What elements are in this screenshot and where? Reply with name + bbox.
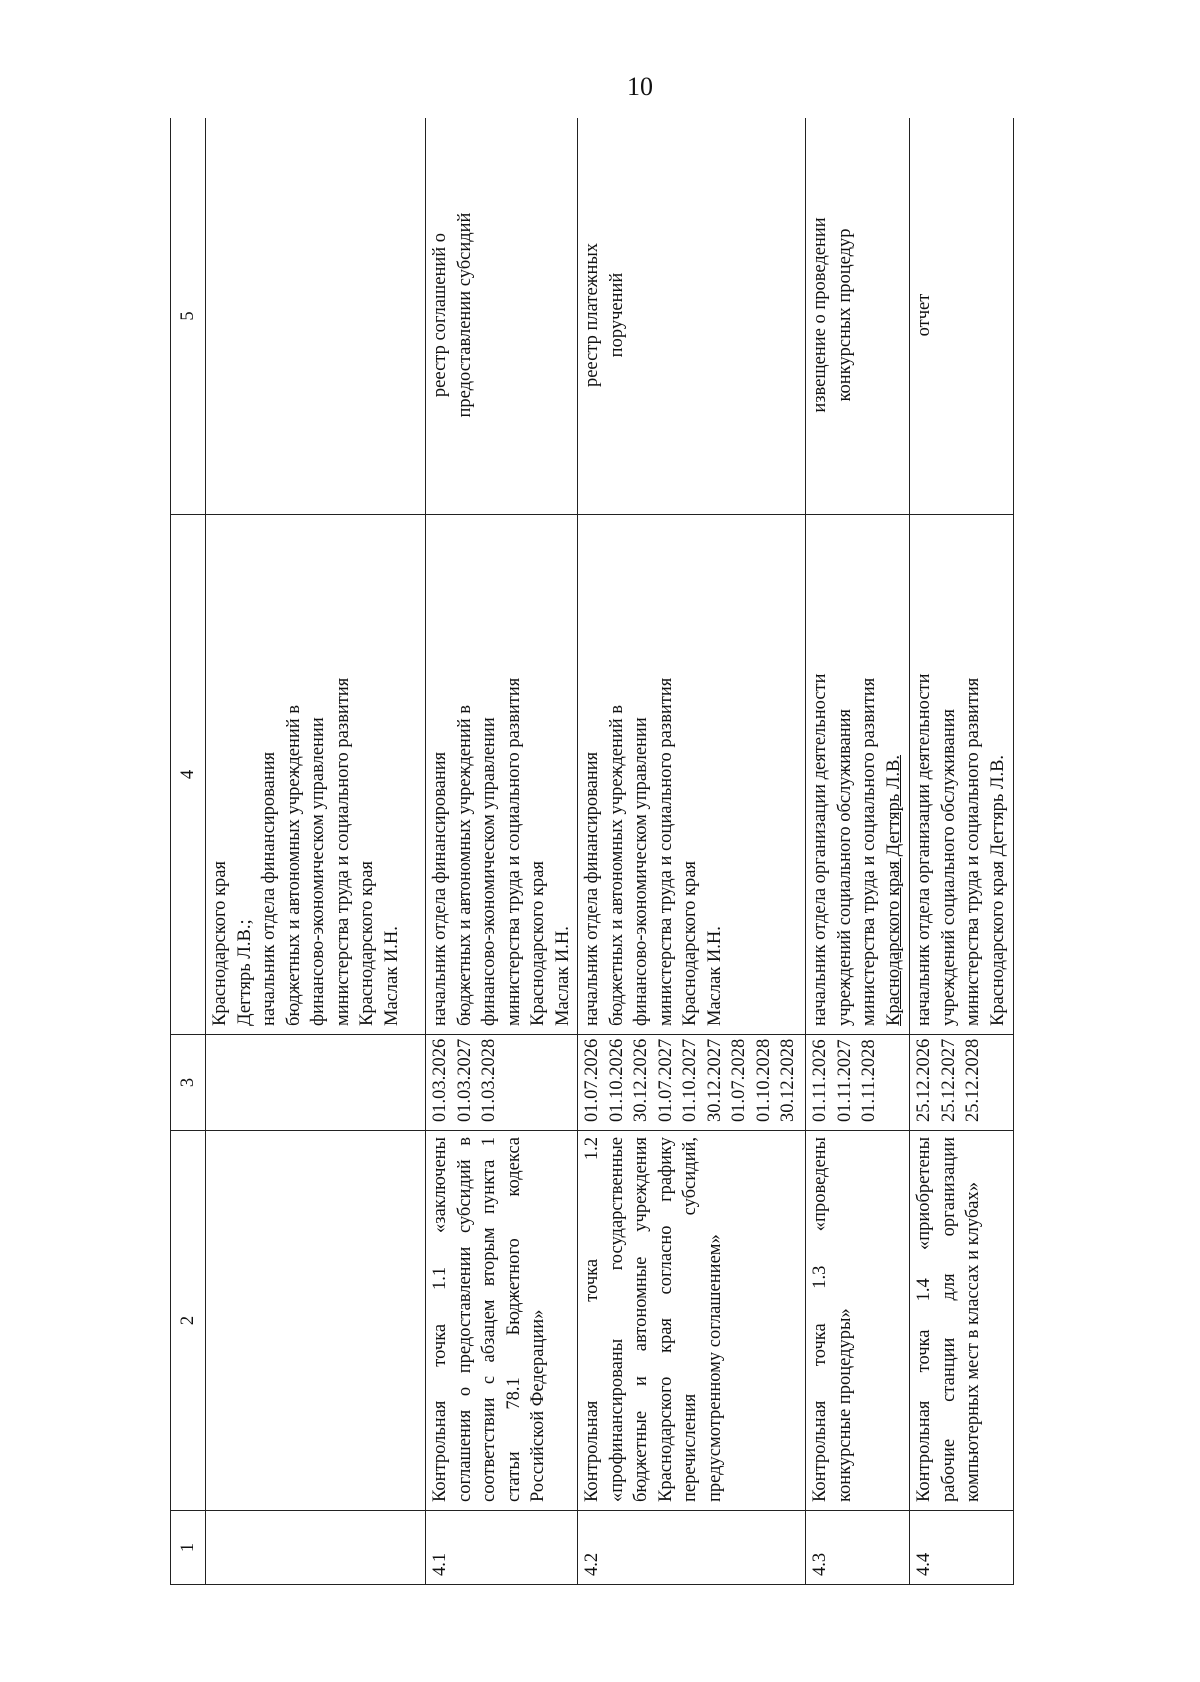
row-responsible-line: Маслак И.Н. xyxy=(552,926,573,1026)
row-responsible-line: Краснодарского края Дегтярь Л.В. xyxy=(883,754,904,1026)
row-dates-line: 01.10.2027 xyxy=(680,1038,700,1122)
page-number: 10 xyxy=(627,72,653,101)
row-description-line: соответствии с абзацем вторым пункта 1 xyxy=(479,1137,499,1502)
row-dates xyxy=(910,1035,1014,1131)
row-document-line: предоставлении субсидий xyxy=(454,212,475,418)
row-description-line: конкурсные процедуры» xyxy=(834,1308,855,1502)
row-dates-line: 25.12.2028 xyxy=(963,1038,983,1122)
row-dates-line: 01.07.2028 xyxy=(729,1038,749,1122)
row-responsible-line: Краснодарского края xyxy=(680,861,700,1026)
row-responsible-line: начальник отдела организации деятельности xyxy=(810,673,830,1026)
row-document-line: реестр платежных xyxy=(582,242,602,388)
row-responsible xyxy=(578,515,806,1035)
landscape-table-wrapper xyxy=(170,118,1200,1585)
row-document xyxy=(578,118,806,515)
row-responsible-line: финансово-экономическом управлении xyxy=(479,717,499,1026)
row-description-line: рабочие станции для организации xyxy=(938,1137,959,1502)
row-dates xyxy=(806,1035,910,1131)
row-description-line: Контрольная точка 1.1 «заключены xyxy=(430,1137,450,1502)
row-dates-line: 01.07.2026 xyxy=(582,1038,602,1122)
row-description-line: компьютерных мест в классах и клубах» xyxy=(963,1181,983,1502)
table-row xyxy=(806,118,910,1585)
continuation-responsible-cell-line: Краснодарского края xyxy=(357,861,377,1026)
continuation-dates-cell xyxy=(206,1035,426,1131)
row-responsible-line: министерства труда и социального развития xyxy=(963,677,983,1026)
row-dates-line: 25.12.2026 xyxy=(914,1038,934,1122)
row-description-line: соглашения о предоставлении субсидий в xyxy=(454,1137,475,1502)
row-description-line: бюджетные и автономные учреждения xyxy=(631,1137,651,1502)
row-description-line: Контрольная точка 1.4 «приобретены xyxy=(914,1137,934,1502)
row-number: 4.4 xyxy=(910,1511,1014,1585)
row-responsible-line: начальник отдела финансирования xyxy=(430,751,450,1026)
row-responsible-line: министерства труда и социального развития xyxy=(503,677,524,1026)
row-responsible-line: министерства труда и социального развития xyxy=(859,677,879,1026)
row-number: 4.1 xyxy=(426,1511,578,1585)
continuation-row xyxy=(206,118,426,1585)
row-dates-line: 30.12.2026 xyxy=(631,1038,651,1122)
continuation-responsible-cell-line: министерства труда и социального развития xyxy=(332,677,353,1026)
column-header-3: 3 xyxy=(171,1035,206,1131)
row-document xyxy=(426,118,578,515)
row-dates-line: 01.10.2028 xyxy=(753,1038,774,1122)
row-responsible-line: финансово-экономическом управлении xyxy=(631,717,651,1026)
row-description xyxy=(806,1131,910,1511)
continuation-responsible-cell-line: Краснодарского края xyxy=(210,861,230,1026)
row-responsible-line: начальник отдела финансирования xyxy=(582,751,602,1026)
row-responsible-line: учреждений социального обслуживания xyxy=(938,708,959,1026)
row-document-line: поручений xyxy=(606,272,627,358)
row-responsible-line: Краснодарского края Дегтярь Л.В. xyxy=(987,754,1008,1026)
row-description-line: Контрольная точка 1.3 «проведены xyxy=(810,1137,830,1502)
column-header-4: 4 xyxy=(171,515,206,1035)
row-document-line: конкурсных процедур xyxy=(834,228,855,402)
column-number-row xyxy=(171,118,206,1585)
continuation-description-cell xyxy=(206,1131,426,1511)
row-description xyxy=(578,1131,806,1511)
rotated-table-container xyxy=(170,118,1200,1585)
row-description-line: перечисления субсидий, xyxy=(680,1137,700,1502)
continuation-responsible-cell-line: финансово-экономическом управлении xyxy=(308,717,328,1026)
continuation-responsible-cell-line: Дегтярь Л.В.; xyxy=(234,919,255,1026)
continuation-num-cell xyxy=(206,1511,426,1585)
row-responsible-line: Краснодарского края xyxy=(528,861,548,1026)
row-dates-line: 30.12.2027 xyxy=(704,1038,725,1122)
continuation-document-cell xyxy=(206,118,426,515)
row-document xyxy=(806,118,910,515)
row-number: 4.2 xyxy=(578,1511,806,1585)
table-row xyxy=(426,118,578,1585)
row-dates-line: 01.10.2026 xyxy=(606,1038,627,1122)
row-description-line: Краснодарского края согласно графику xyxy=(655,1137,676,1502)
row-responsible-line: бюджетных и автономных учреждений в xyxy=(454,704,475,1026)
control-points-table xyxy=(170,118,1014,1585)
row-dates-line: 01.11.2026 xyxy=(810,1039,830,1122)
continuation-responsible-cell-line: Маслак И.Н. xyxy=(381,926,402,1026)
row-dates xyxy=(578,1035,806,1131)
row-dates-line: 01.07.2027 xyxy=(655,1038,676,1122)
row-description xyxy=(910,1131,1014,1511)
row-responsible xyxy=(806,515,910,1035)
row-responsible xyxy=(910,515,1014,1035)
table-row xyxy=(910,118,1014,1585)
row-dates-line: 01.11.2027 xyxy=(834,1039,855,1122)
row-description-line: предусмотренному соглашением» xyxy=(704,1234,725,1502)
row-responsible-line: начальник отдела организации деятельности xyxy=(914,673,934,1026)
row-description-line: Российской Федерации» xyxy=(528,1309,548,1502)
row-dates-line: 01.03.2027 xyxy=(454,1038,475,1122)
row-document-line: отчет xyxy=(914,293,934,337)
column-header-5: 5 xyxy=(171,118,206,515)
row-responsible-line: министерства труда и социального развития xyxy=(655,677,676,1026)
row-document-line: извещение о проведении xyxy=(810,217,830,413)
row-description-line: статьи 78.1 Бюджетного кодекса xyxy=(503,1137,524,1502)
row-responsible xyxy=(426,515,578,1035)
row-description-line: Контрольная точка 1.2 xyxy=(582,1137,602,1502)
row-document-line: реестр соглашений о xyxy=(430,232,450,398)
row-dates-line: 01.03.2028 xyxy=(479,1038,499,1122)
continuation-responsible-cell-line: начальник отдела финансирования xyxy=(259,751,279,1026)
row-responsible-line: Маслак И.Н. xyxy=(704,926,725,1026)
column-header-2: 2 xyxy=(171,1131,206,1511)
row-dates-line: 01.11.2028 xyxy=(859,1039,879,1122)
row-responsible-line: бюджетных и автономных учреждений в xyxy=(606,704,627,1026)
row-description xyxy=(426,1131,578,1511)
table-row xyxy=(578,118,806,1585)
row-dates xyxy=(426,1035,578,1131)
row-dates-line: 01.03.2026 xyxy=(430,1038,450,1122)
continuation-responsible-cell-line: бюджетных и автономных учреждений в xyxy=(283,704,304,1026)
row-dates-line: 25.12.2027 xyxy=(938,1038,959,1122)
row-dates-line: 30.12.2028 xyxy=(778,1038,798,1122)
row-responsible-line: учреждений социального обслуживания xyxy=(834,708,855,1026)
row-description-line: «профинансированы государственные xyxy=(606,1137,627,1502)
row-document xyxy=(910,118,1014,515)
column-header-1: 1 xyxy=(171,1511,206,1585)
continuation-responsible-cell xyxy=(206,515,426,1035)
row-number: 4.3 xyxy=(806,1511,910,1585)
